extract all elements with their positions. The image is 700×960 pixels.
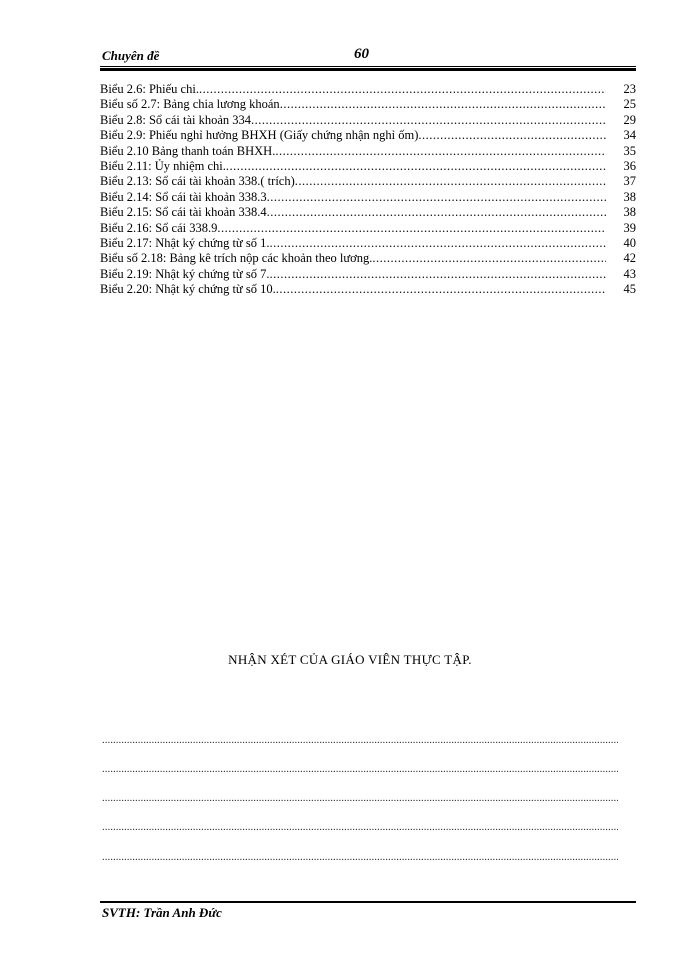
header-page-number: 60	[354, 46, 369, 62]
toc-entry-page: 38	[623, 205, 636, 220]
toc-leader-dots	[280, 97, 606, 112]
toc-leader-dots	[295, 174, 606, 189]
comment-line	[102, 823, 618, 831]
toc-entry-label: Biểu 2.6: Phiếu chi.	[100, 82, 199, 96]
toc-entry-page: 39	[623, 220, 636, 235]
toc-entry	[100, 267, 636, 282]
header-document-type: Chuyên đề	[102, 48, 160, 63]
toc-entry	[100, 97, 636, 112]
page-header	[100, 46, 636, 64]
toc-entry	[100, 282, 636, 297]
toc-leader-dots	[267, 190, 606, 205]
toc-leader-dots	[275, 144, 606, 159]
comment-line	[102, 736, 618, 744]
toc-entry-label: Biểu 2.9: Phiếu nghỉ hưởng BHXH (Giấy chứng nhận nghỉ ốm)	[100, 128, 419, 143]
toc-leader-dots	[267, 205, 606, 220]
toc-entry	[100, 113, 636, 128]
toc-entry-label: Biểu 2.14: Sổ cái tài khoản 338.3	[100, 189, 267, 204]
toc-entry-label: Biểu 2.10 Bảng thanh toán BHXH.	[100, 143, 276, 158]
toc-entry-page: 42	[623, 251, 636, 266]
toc-entry-label: Biểu 2.11: Ủy nhiệm chi.	[100, 158, 226, 173]
toc-entry-label: Biểu 2.8: Sổ cái tài khoản 334	[100, 112, 252, 127]
toc-entry	[100, 174, 636, 189]
toc-entry-page: 35	[623, 143, 636, 158]
comment-line	[102, 765, 618, 773]
toc-leader-dots	[251, 113, 606, 128]
toc-entry-label: Biểu 2.20: Nhật ký chứng từ số 10.	[100, 282, 276, 297]
toc-entry-page: 40	[623, 235, 636, 250]
table-of-figures	[100, 82, 636, 297]
toc-entry-page: 25	[623, 97, 636, 112]
toc-entry-label: Biểu số 2.7: Bảng chia lương khoán	[100, 97, 280, 112]
toc-entry-label: Biểu 2.17: Nhật ký chứng từ số 1.	[100, 235, 270, 250]
toc-leader-dots	[276, 282, 606, 297]
toc-entry-page: 23	[623, 82, 636, 96]
toc-entry	[100, 190, 636, 205]
toc-leader-dots	[269, 267, 606, 282]
toc-entry-page: 29	[623, 112, 636, 127]
toc-entry-page: 37	[623, 174, 636, 189]
toc-entry-label: Biểu 2.16: Sổ cái 338.9	[100, 220, 218, 235]
toc-entry-page: 43	[623, 266, 636, 281]
header-rule-thick	[100, 68, 636, 71]
toc-entry-page: 34	[623, 128, 636, 143]
toc-entry-page: 38	[623, 189, 636, 204]
toc-entry	[100, 221, 636, 236]
toc-entry	[100, 159, 636, 174]
comment-section-title: NHẬN XÉT CỦA GIÁO VIÊN THỰC TẬP.	[228, 652, 472, 667]
toc-entry	[100, 251, 636, 266]
toc-leader-dots	[217, 221, 606, 236]
toc-entry	[100, 128, 636, 143]
toc-entry-label: Biểu số 2.18: Bảng kê trích nộp các khoản theo lương.	[100, 251, 373, 266]
toc-leader-dots	[226, 159, 606, 174]
toc-entry-page: 36	[623, 158, 636, 173]
toc-entry	[100, 236, 636, 251]
toc-entry	[100, 205, 636, 220]
toc-entry	[100, 82, 636, 97]
header-rule-thin	[100, 66, 636, 67]
comment-line	[102, 794, 618, 802]
toc-entry-label: Biểu 2.19: Nhật ký chứng từ số 7.	[100, 266, 270, 281]
toc-leader-dots	[418, 128, 606, 143]
toc-entry	[100, 144, 636, 159]
toc-entry-label: Biểu 2.15: Sổ cái tài khoản 338.4	[100, 205, 267, 220]
footer-rule	[100, 901, 636, 903]
comment-line	[102, 853, 618, 861]
toc-leader-dots	[372, 251, 606, 266]
toc-entry-label: Biểu 2.13: Sổ cái tài khoản 338.( trích)	[100, 174, 295, 189]
toc-leader-dots	[199, 82, 606, 97]
toc-leader-dots	[269, 236, 606, 251]
toc-entry-page: 45	[623, 282, 636, 297]
footer-author: SVTH: Trần Anh Đức	[102, 905, 222, 920]
